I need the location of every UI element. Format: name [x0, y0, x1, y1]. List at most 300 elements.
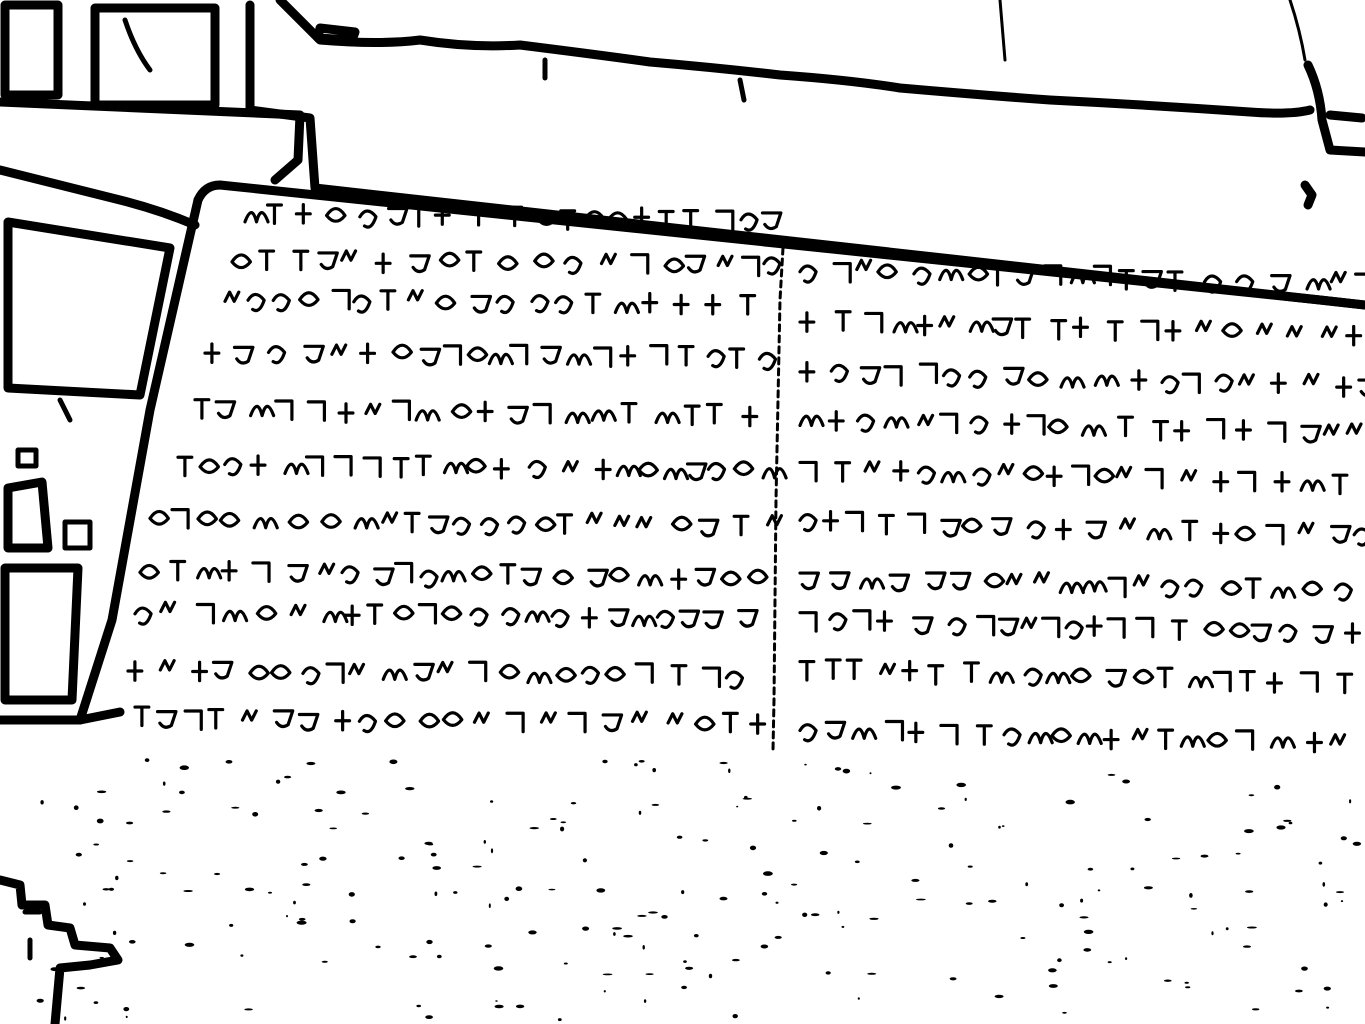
carved-character	[1280, 625, 1296, 641]
carved-character	[965, 663, 979, 681]
ground-speck	[163, 782, 166, 786]
carved-character	[1205, 622, 1223, 635]
ground-speck	[1276, 825, 1285, 829]
carved-character	[885, 367, 901, 385]
carved-character	[1047, 467, 1061, 485]
carved-character	[568, 355, 591, 364]
ground-speck	[1048, 968, 1057, 972]
carved-character	[355, 519, 378, 528]
ground-speck	[495, 1005, 504, 1009]
ground-speck	[48, 922, 52, 926]
carved-character	[542, 713, 556, 722]
carved-character	[158, 712, 176, 728]
carved-character	[639, 576, 662, 585]
ground-speck	[602, 760, 607, 763]
carved-character	[416, 411, 439, 420]
ground-speck	[763, 871, 773, 876]
carved-character	[359, 716, 375, 732]
carved-character	[1095, 469, 1113, 482]
ground-speck	[548, 889, 555, 891]
ground-speck	[1349, 799, 1351, 803]
carved-character	[197, 604, 213, 622]
ground-speck	[837, 911, 839, 914]
carved-character	[703, 668, 719, 686]
ground-speck	[1125, 957, 1127, 960]
ground-speck	[336, 791, 345, 795]
ground-speck	[1185, 986, 1190, 988]
carved-character	[1004, 729, 1020, 745]
ground-speck	[302, 883, 310, 886]
carved-character	[442, 572, 465, 581]
carved-character	[800, 613, 816, 631]
carved-character	[569, 713, 585, 731]
ground-speck	[685, 967, 693, 970]
carved-character	[339, 404, 353, 422]
ground-speck	[284, 776, 291, 779]
ground-speck	[214, 873, 220, 875]
ground-speck	[564, 963, 568, 965]
carved-character	[643, 293, 657, 311]
carved-character	[1158, 668, 1172, 686]
carved-character	[364, 458, 380, 476]
carved-character	[1240, 672, 1254, 690]
ground-speck	[661, 915, 667, 919]
carved-character	[1182, 471, 1196, 480]
ground-speck	[293, 901, 296, 905]
ground-speck	[750, 846, 756, 851]
ground-speck	[240, 954, 243, 956]
carved-character	[1109, 578, 1125, 596]
ground-speck	[491, 848, 493, 853]
ground-speck	[652, 768, 656, 772]
carved-character	[1338, 674, 1352, 692]
carved-character	[800, 662, 814, 680]
ground-speck	[362, 813, 370, 815]
carved-character	[566, 413, 589, 422]
carved-character	[440, 253, 458, 266]
carved-character	[300, 293, 318, 306]
carved-character	[332, 345, 346, 354]
carved-character	[1024, 467, 1042, 480]
ground-speck	[315, 809, 323, 812]
carved-character	[672, 570, 686, 588]
carved-character	[453, 518, 469, 534]
ground-speck	[495, 1000, 498, 1002]
carved-character	[289, 515, 307, 528]
carved-character	[1246, 579, 1260, 597]
ground-speck	[709, 974, 712, 979]
carved-character	[268, 205, 282, 223]
ground-speck	[100, 957, 104, 959]
ground-speck	[644, 999, 646, 1003]
carved-character	[1159, 730, 1173, 748]
ground-speck	[185, 943, 195, 947]
carved-character	[335, 457, 351, 475]
ground-speck	[998, 826, 1001, 829]
carved-character	[1181, 737, 1204, 746]
carved-character	[1117, 467, 1131, 476]
ground-speck	[1191, 908, 1198, 910]
ground-speck	[268, 892, 272, 894]
carved-character	[1007, 574, 1021, 583]
carved-character	[198, 569, 221, 578]
carved-character	[602, 254, 616, 263]
carved-character	[743, 407, 757, 425]
ground-speck	[299, 918, 306, 921]
carved-character	[1087, 617, 1101, 635]
ground-speck	[1144, 886, 1153, 889]
ground-speck	[489, 903, 491, 908]
carved-character	[963, 519, 981, 532]
ground-speck	[405, 787, 414, 790]
ground-speck	[1341, 836, 1347, 840]
carved-character	[1301, 673, 1317, 691]
carved-character	[708, 351, 724, 367]
ground-speck	[1057, 958, 1062, 962]
carved-character	[993, 519, 1011, 535]
carved-character	[405, 513, 419, 531]
carved-character	[1087, 522, 1105, 538]
carved-character	[1359, 380, 1365, 396]
carved-character	[970, 371, 986, 387]
carved-character	[254, 519, 277, 528]
carved-character	[763, 469, 786, 478]
carved-character	[847, 660, 861, 678]
carved-character	[800, 515, 816, 531]
ground-speck	[1122, 780, 1130, 784]
carved-character	[467, 459, 485, 472]
ground-speck	[719, 762, 727, 764]
ground-speck	[1243, 945, 1251, 947]
ground-speck	[613, 932, 616, 936]
carved-character	[970, 322, 993, 331]
carved-character	[949, 619, 965, 635]
carved-character	[393, 345, 411, 358]
carved-character	[178, 457, 192, 475]
carved-character	[198, 512, 216, 525]
ground-speck	[835, 767, 841, 771]
carved-character	[596, 460, 610, 478]
carved-character	[1301, 481, 1324, 490]
ground-speck	[1059, 903, 1064, 907]
carved-character	[565, 257, 581, 273]
carved-character	[556, 297, 572, 313]
carved-character	[673, 517, 691, 530]
ground-speck	[276, 780, 280, 784]
carved-character	[836, 312, 850, 330]
carved-character	[1022, 618, 1036, 627]
carved-character	[1108, 322, 1122, 340]
carved-character	[342, 567, 358, 583]
ground-speck	[1336, 891, 1344, 893]
carved-character	[185, 711, 201, 729]
carved-character	[734, 516, 748, 534]
carved-character	[1133, 729, 1147, 738]
carved-character	[1078, 734, 1101, 743]
carved-character	[436, 296, 454, 309]
carved-character	[985, 574, 1003, 587]
carved-character	[242, 711, 256, 720]
carved-character	[1132, 371, 1146, 389]
carved-character	[610, 610, 628, 626]
carved-character	[699, 520, 717, 536]
ground-speck	[1353, 842, 1361, 846]
carved-character	[1134, 576, 1148, 585]
carved-character	[1104, 730, 1118, 748]
carved-character	[150, 511, 168, 524]
carved-character	[800, 725, 816, 741]
ground-speck	[432, 866, 441, 870]
carved-character	[468, 348, 486, 361]
ground-speck	[123, 1007, 129, 1011]
ground-speck	[681, 986, 687, 989]
ground-speck	[244, 1008, 253, 1010]
carved-character	[1029, 373, 1047, 386]
carved-character	[886, 722, 902, 740]
ground-speck	[604, 990, 606, 992]
carved-character	[308, 402, 324, 420]
carved-character	[225, 459, 241, 475]
carved-character	[1346, 624, 1360, 642]
carved-character	[679, 347, 693, 365]
carved-character	[507, 713, 523, 731]
ground-speck	[504, 897, 509, 901]
carved-character	[800, 266, 816, 282]
ground-speck	[826, 971, 831, 974]
carved-character	[1236, 527, 1254, 540]
carved-character	[672, 666, 686, 684]
ground-speck	[1324, 987, 1331, 991]
carved-character	[656, 413, 679, 422]
carved-character	[1322, 327, 1336, 336]
ground-speck	[1079, 916, 1088, 918]
ground-speck	[1244, 829, 1254, 833]
carved-character	[978, 617, 994, 635]
carved-character	[1142, 321, 1158, 339]
carved-character	[394, 459, 408, 477]
carved-character	[1214, 672, 1230, 690]
carved-character	[535, 254, 553, 267]
carved-character	[866, 313, 882, 331]
carved-character	[918, 467, 934, 483]
ground-speck	[103, 888, 110, 890]
ground-speck	[802, 913, 807, 917]
carved-character	[478, 402, 492, 420]
carved-character	[285, 464, 308, 473]
carved-character	[903, 661, 917, 679]
carved-character	[376, 254, 390, 272]
carved-character	[509, 517, 525, 533]
carved-character	[554, 571, 572, 584]
carved-character	[1172, 621, 1186, 639]
carved-character	[467, 252, 481, 270]
carved-character	[257, 607, 275, 620]
carved-character	[1035, 573, 1049, 582]
carved-character	[595, 348, 611, 366]
carved-character	[707, 404, 721, 422]
carved-character	[914, 268, 930, 284]
carved-character	[1074, 318, 1088, 336]
carved-character	[615, 303, 638, 312]
carved-character	[1148, 530, 1171, 539]
carved-character	[865, 462, 879, 471]
carved-character	[444, 346, 460, 364]
carved-character	[216, 402, 234, 418]
carved-character	[1347, 327, 1361, 345]
carved-character	[762, 213, 780, 229]
ground-speck	[869, 918, 878, 920]
carved-character	[140, 565, 158, 578]
carved-character	[726, 672, 742, 688]
carved-character	[706, 295, 720, 313]
carved-character	[853, 729, 876, 738]
carved-character	[1314, 627, 1332, 643]
carved-character	[1335, 584, 1351, 600]
carved-character	[383, 513, 397, 522]
ground-speck	[530, 827, 540, 829]
carved-character	[1347, 424, 1361, 433]
ground-speck	[183, 890, 193, 892]
ground-speck	[956, 783, 966, 787]
carved-character	[320, 564, 334, 573]
carved-character	[494, 460, 508, 478]
carved-character	[438, 662, 452, 671]
carved-character	[890, 575, 908, 591]
carved-character	[396, 563, 412, 581]
carved-character	[224, 611, 247, 620]
carved-character	[1028, 522, 1044, 538]
ground-speck	[639, 760, 645, 763]
ground-speck	[677, 836, 683, 839]
ground-speck	[435, 892, 438, 897]
ground-speck	[350, 919, 356, 923]
carved-character	[1287, 327, 1301, 336]
carved-character	[858, 415, 874, 431]
carved-character	[610, 568, 628, 581]
carved-character	[927, 573, 945, 589]
carved-character	[1214, 472, 1228, 490]
carved-character	[764, 258, 780, 274]
carved-character	[420, 714, 438, 727]
carved-character	[665, 259, 683, 272]
carved-character	[291, 605, 305, 614]
carved-character	[209, 710, 223, 728]
ground-speck	[1301, 967, 1308, 971]
ground-speck	[1252, 1008, 1260, 1010]
ground-speck	[180, 765, 189, 770]
ground-speck	[485, 944, 492, 947]
carved-character	[303, 668, 319, 684]
carved-character	[251, 406, 274, 415]
ground-speck	[77, 987, 85, 990]
ground-speck	[229, 924, 233, 927]
carved-character	[1331, 272, 1345, 281]
carved-character	[846, 512, 862, 530]
carved-character	[1095, 376, 1118, 385]
ground-speck	[1084, 930, 1094, 934]
carved-character	[826, 722, 844, 738]
carved-character	[734, 462, 752, 475]
ground-speck	[349, 892, 355, 897]
carved-character	[135, 608, 151, 624]
ground-speck	[113, 931, 116, 935]
carved-character	[234, 347, 252, 363]
carved-character	[213, 662, 231, 678]
carved-character	[582, 667, 598, 683]
carved-character	[354, 296, 370, 312]
ground-speck	[389, 760, 397, 765]
carved-character	[974, 469, 990, 485]
ground-speck	[561, 821, 567, 823]
carved-character	[225, 292, 239, 301]
ground-speck	[1025, 882, 1028, 886]
ground-speck	[437, 955, 442, 959]
ground-speck	[603, 974, 613, 976]
ground-speck	[583, 858, 587, 862]
carved-character	[739, 611, 757, 627]
carved-character	[969, 267, 987, 280]
carved-character	[361, 344, 375, 362]
carved-character	[558, 515, 572, 533]
carved-character	[829, 412, 843, 430]
carved-character	[172, 510, 188, 528]
carved-character	[276, 401, 292, 419]
carved-character	[220, 513, 238, 526]
ground-speck	[863, 823, 872, 825]
ground-speck	[40, 800, 43, 804]
carved-character	[741, 296, 755, 314]
carved-character	[274, 711, 292, 727]
carved-character	[830, 614, 846, 630]
carved-character	[589, 570, 607, 586]
carved-character	[749, 570, 767, 583]
ground-speck	[329, 828, 337, 830]
carved-character	[685, 406, 699, 424]
upper-wall	[250, 0, 1365, 305]
carved-character	[1308, 733, 1322, 751]
carved-character	[366, 404, 380, 413]
ground-speck	[1108, 774, 1116, 776]
carved-character	[160, 661, 174, 670]
ground-speck	[643, 945, 645, 950]
carved-character	[324, 612, 347, 621]
carved-character	[929, 666, 943, 684]
carved-character	[861, 579, 884, 588]
carved-character	[941, 414, 957, 432]
carved-character	[1302, 426, 1320, 442]
carved-character	[657, 611, 673, 627]
carved-character	[1189, 677, 1212, 686]
carved-character	[824, 512, 838, 530]
carved-character	[319, 253, 337, 269]
carved-character	[368, 605, 382, 623]
carved-character	[350, 664, 364, 673]
carved-character	[1337, 378, 1351, 396]
carved-character	[232, 255, 250, 268]
carved-character	[445, 463, 468, 472]
carved-character	[1197, 321, 1211, 330]
carved-character	[751, 715, 765, 733]
ground-speck	[612, 927, 622, 930]
carved-character	[1029, 734, 1052, 743]
carved-character	[1052, 729, 1070, 742]
carved-character	[383, 670, 406, 679]
carved-character	[878, 612, 892, 630]
ground-speck	[1080, 899, 1083, 903]
carved-character	[674, 295, 688, 313]
carved-character	[1134, 670, 1152, 683]
carved-character	[651, 346, 667, 364]
